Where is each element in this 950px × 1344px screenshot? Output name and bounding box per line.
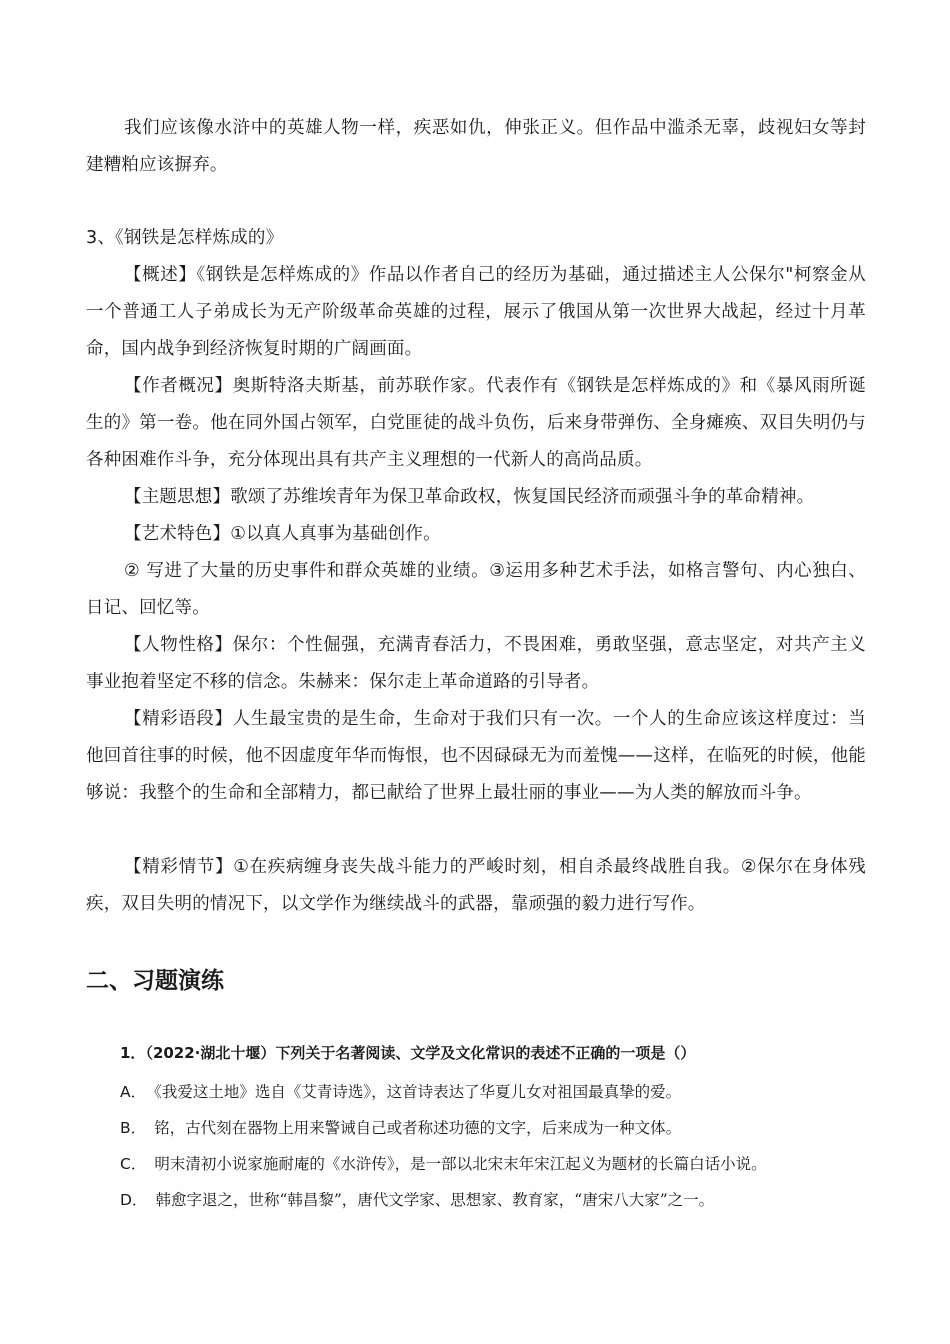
paragraph-overview: 【概述】《钢铁是怎样炼成的》作品以作者自己的经历为基础，通过描述主人公保尔"柯察金从一个普通工人子弟成长为无产阶级革命英雄的过程，展示了俄国从第一次世界大战起，经过十月革命，国内战争到经济恢复时期的广阔画面。	[86, 265, 866, 359]
paragraph-heroes: 我们应该像水浒中的英雄人物一样，疾恶如仇，伸张正义。但作品中滥杀无辜，歧视妇女等封建糟粕应该摒弃。	[86, 118, 866, 175]
option-a	[120, 1080, 681, 1102]
question-number: 1．	[120, 1044, 146, 1062]
paragraph-plot: 【精彩情节】①在疾病缠身丧失战斗能力的严峻时刻，相自杀最终战胜自我。②保尔在身体残疾，双目失明的情况下，以文学作为继续战斗的武器，靠顽强的毅力进行写作。	[86, 857, 866, 914]
section-3-title: 3、《钢铁是怎样炼成的》	[86, 228, 284, 248]
option-text: 韩愈字退之，世称“韩昌黎”，唐代文学家、思想家、教育家，“唐宋八大家”之一。	[155, 1191, 715, 1209]
option-letter: C．	[120, 1155, 147, 1173]
option-letter: D．	[120, 1191, 148, 1209]
option-text: 铭，古代刻在器物上用来警诫自己或者称述功德的文字，后来成为一种文体。	[154, 1119, 682, 1137]
paragraph-characters: 【人物性格】保尔：个性倔强，充满青春活力，不畏困难，勇敢坚强，意志坚定，对共产主义事业抱着坚定不移的信念。朱赫来：保尔走上革命道路的引导者。	[86, 635, 866, 692]
paragraph-theme: 【主题思想】歌颂了苏维埃青年为保卫革命政权，恢复国民经济而顽强斗争的革命精神。	[124, 487, 815, 507]
section-2-heading: 二、习题演练	[86, 968, 224, 994]
option-letter: B．	[120, 1119, 147, 1137]
paragraph-author: 【作者概况】奥斯特洛夫斯基，前苏联作家。代表作有《钢铁是怎样炼成的》和《暴风雨所诞生的》第一卷。他在同外国占领军，白党匪徒的战斗负伤，后来身带弹伤、全身瘫痪、双目失明仍与各种困难作斗争，充分体现出具有共产主义理想的一代新人的高尚品质。	[86, 376, 866, 470]
option-text: 明末清初小说家施耐庵的《水浒传》，是一部以北宋末年宋江起义为题材的长篇白话小说。	[154, 1155, 767, 1173]
option-letter: A．	[120, 1083, 147, 1101]
option-b	[120, 1116, 681, 1138]
paragraph-art-features-2: ② 写进了大量的历史事件和群众英雄的业绩。③运用多种艺术手法，如格言警句、内心独白、日记、回忆等。	[86, 561, 866, 618]
paragraph-art-features-1: 【艺术特色】①以真人真事为基础创作。	[124, 524, 441, 544]
option-d	[120, 1188, 714, 1210]
paragraph-quote: 【精彩语段】人生最宝贵的是生命，生命对于我们只有一次。一个人的生命应该这样度过：当他回首往事的时候，他不因虚度年华而悔恨，也不因碌碌无为而羞愧——这样，在临死的时候，他能够说：我整个的生命和全部精力，都已献给了世界上最壮丽的事业——为人类的解放而斗争。	[86, 709, 866, 803]
option-text: 《我爱这土地》选自《艾青诗选》，这首诗表达了华夏儿女对祖国最真挚的爱。	[154, 1083, 682, 1101]
option-c	[120, 1152, 767, 1174]
question-text: （2022·湖北十堰）下列关于名著阅读、文学及文化常识的表述不正确的一项是（）	[145, 1044, 696, 1062]
question-1-stem	[120, 1042, 695, 1063]
